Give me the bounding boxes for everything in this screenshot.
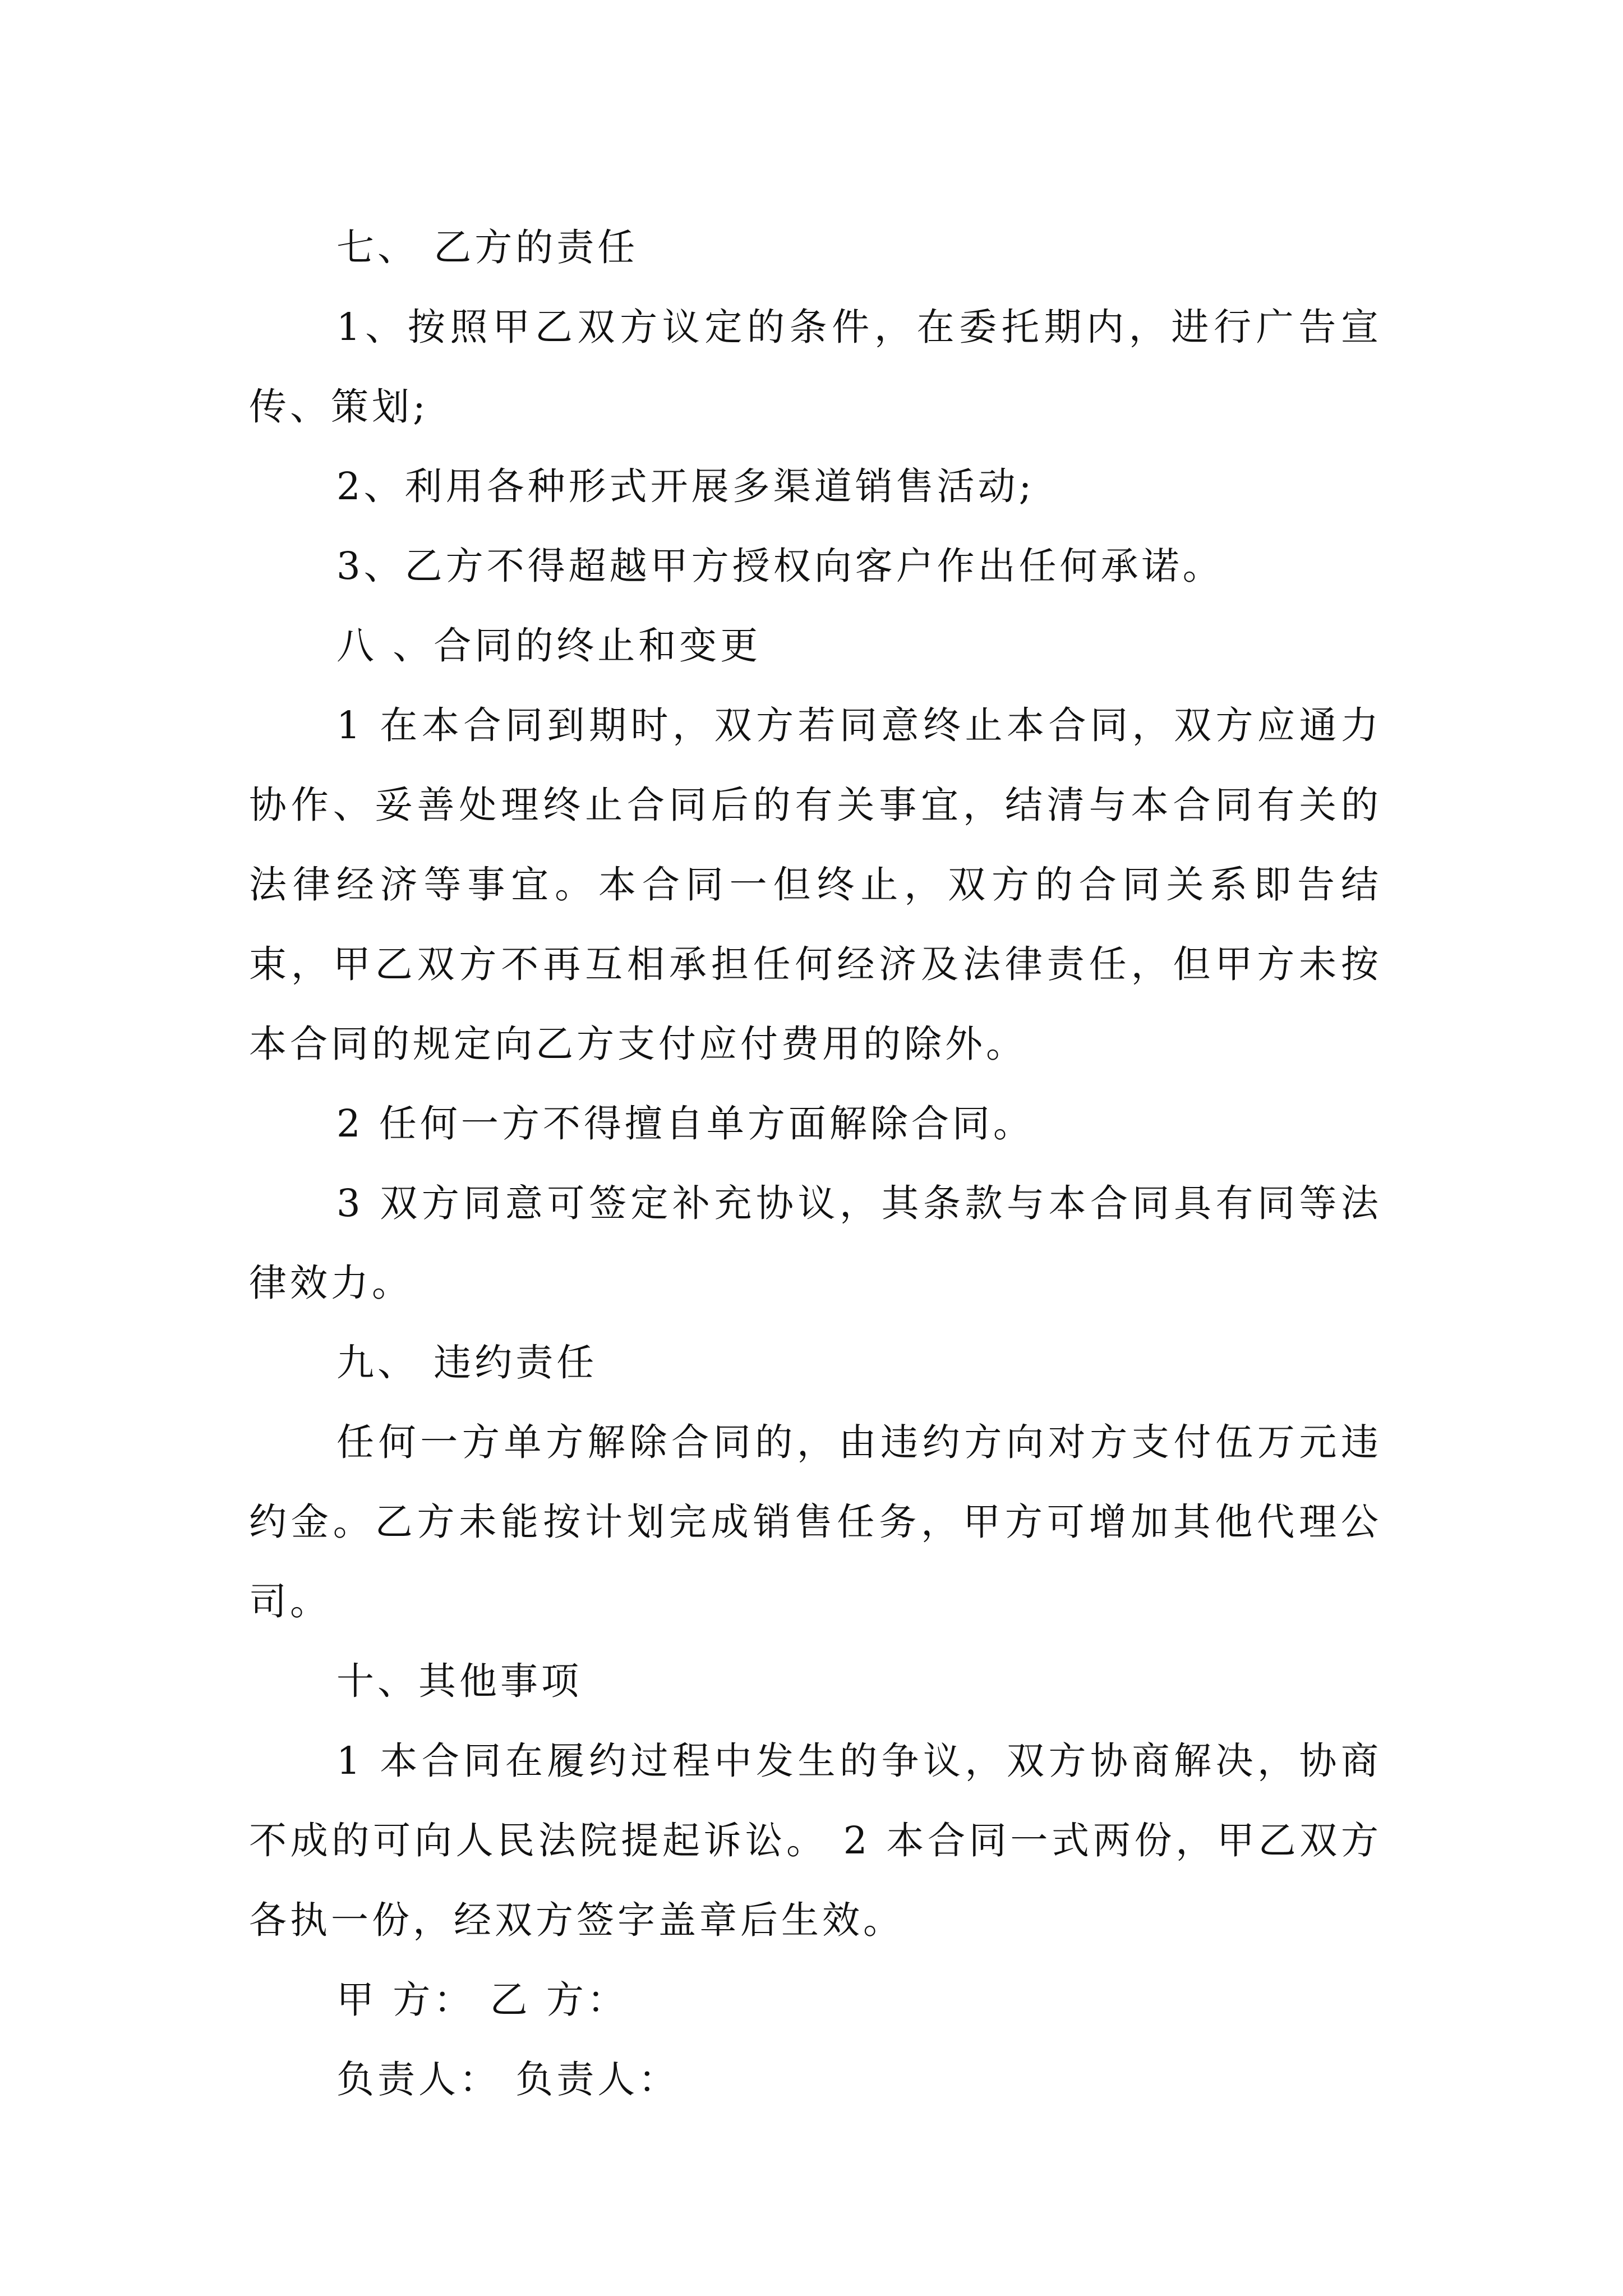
section-8-item-1: 1 在本合同到期时，双方若同意终止本合同，双方应通力协作、妥善处理终止合同后的有关事宜，结清与本合同有关的法律经济等事宜。本合同一但终止，双方的合同关系即告结束，甲乙双方不再互相承担任何经济及法律责任，但甲方未按本合同的规定向乙方支付应付费用的除外。 xyxy=(249,703,1382,1066)
section-9-heading: 九、 违约责任 xyxy=(336,1341,598,1384)
signature-responsible-line: 负责人： 负责人： xyxy=(336,2058,680,2101)
signature-party-line: 甲 方： 乙 方： xyxy=(336,1978,628,2022)
section-10-body: 1 本合同在履约过程中发生的争议，双方协商解决，协商不成的可向人民法院提起诉讼。 2 本合同一式两份，甲乙双方各执一份，经双方签字盖章后生效。 xyxy=(249,1739,1382,1942)
section-7-item-3: 3、乙方不得超越甲方授权向客户作出任何承诺。 xyxy=(336,544,1224,588)
section-9-body: 任何一方单方解除合同的，由违约方向对方支付伍万元违约金。乙方未能按计划完成销售任务，甲方可增加其他代理公司。 xyxy=(249,1420,1382,1623)
contract-text xyxy=(249,208,1382,2119)
section-10-heading: 十、其他事项 xyxy=(336,1659,582,1703)
section-7-item-1: 1、按照甲乙双方议定的条件，在委托期内，进行广告宣传、策划; xyxy=(249,305,1382,429)
section-7-heading: 七、 乙方的责任 xyxy=(336,226,639,269)
section-7-item-2: 2、利用各种形式开展多渠道销售活动; xyxy=(336,464,1035,508)
section-8-item-3: 3 双方同意可签定补充协议，其条款与本合同具有同等法律效力。 xyxy=(249,1181,1382,1305)
section-8-item-2: 2 任何一方不得擅自单方面解除合同。 xyxy=(336,1102,1034,1145)
section-8-heading: 八 、合同的终止和变更 xyxy=(336,624,762,668)
